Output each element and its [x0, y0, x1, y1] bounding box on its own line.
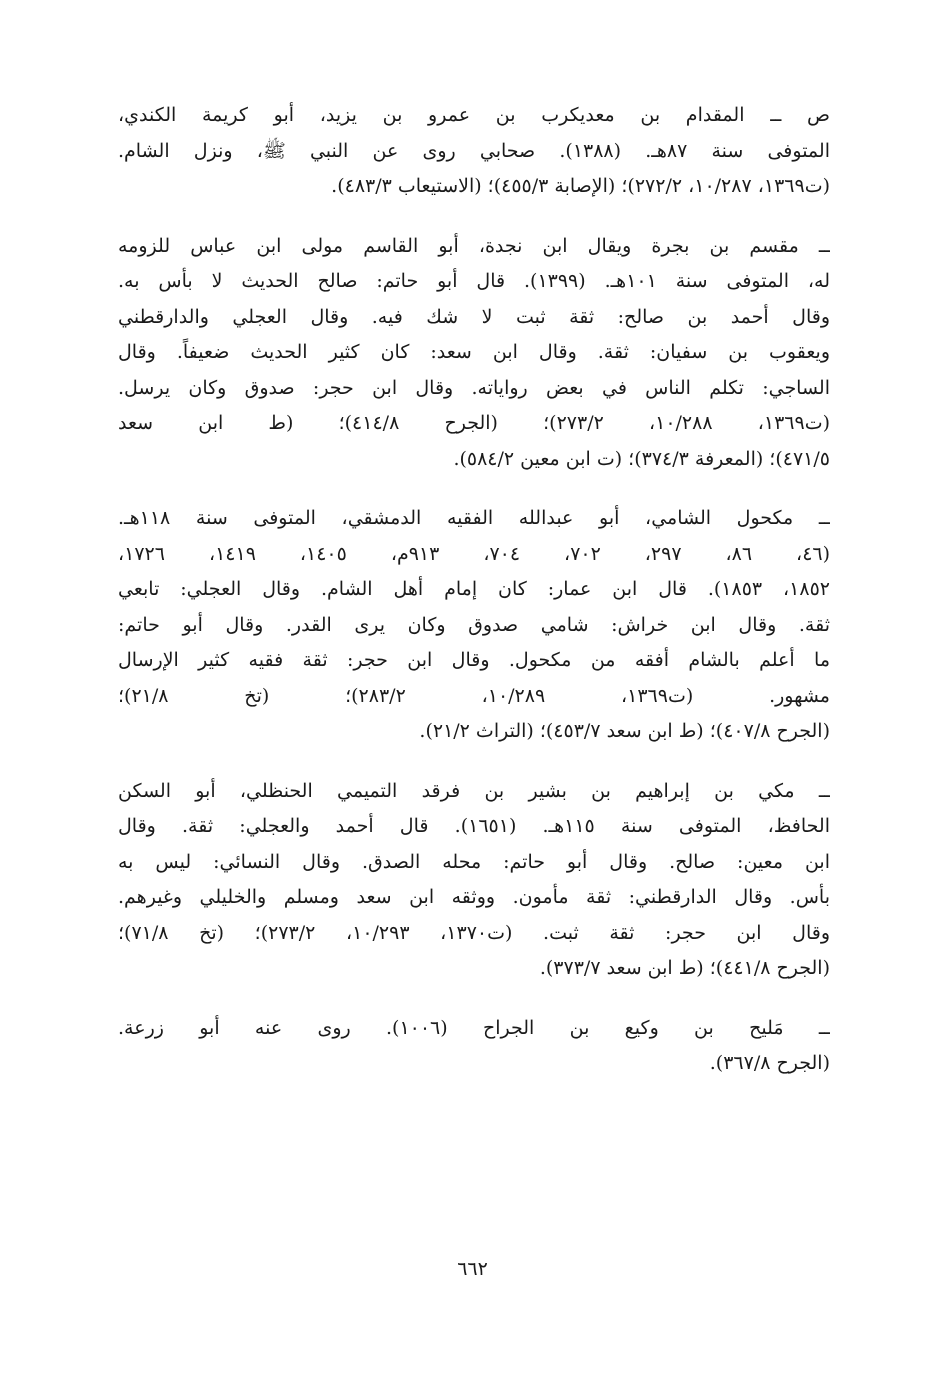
page-body — [118, 98, 830, 1106]
text-line: المتوفى سنة ٨٧هـ. (١٣٨٨). صحابي روى عن النبي ﷺ، ونزل الشام. — [118, 139, 830, 162]
text-line: الحافظ، المتوفى سنة ١١٥هـ. (١٦٥١). قال أحمد والعجلي: ثقة. وقال — [118, 815, 830, 837]
text-line: ويعقوب بن سفيان: ثقة. وقال ابن سعد: كان كثير الحديث ضعيفاً. وقال — [118, 341, 830, 363]
entry-malih — [118, 1011, 830, 1082]
text-line: ما أعلم بالشام أفقه من مكحول. وقال ابن حجر: ثقة فقيه كثير الإرسال — [118, 649, 830, 671]
text-line: ــ مكحول الشامي، أبو عبدالله الفقيه الدمشقي، المتوفى سنة ١١٨هـ. — [118, 507, 830, 529]
text-line: (الجرح ٤٠٧/٨)؛ (ط ابن سعد ٤٥٣/٧)؛ (التراث ٢١/٢). — [419, 720, 830, 742]
text-line: وقال أحمد بن صالح: ثقة ثبت لا شك فيه. وقال العجلي والدارقطني — [118, 305, 830, 328]
text-line: ــ مَليح بن وكيع بن الجراح (١٠٠٦). روى عنه أبو زرعة. — [118, 1016, 830, 1039]
text-line: ابن معين: صالح. وقال أبو حاتم: محله الصدق. وقال النسائي: ليس به — [118, 850, 830, 873]
text-line: (الجرح ٤٤١/٨)؛ (ط ابن سعد ٣٧٣/٧). — [539, 957, 830, 979]
text-line: ثقة. وقال ابن خراش: شامي صدوق وكان يرى القدر. وقال أبو حاتم: — [118, 613, 830, 636]
entry-miqdam — [118, 98, 830, 205]
text-line: ــ مكي بن إبراهيم بن بشير بن فرقد التميمي الحنظلي، أبو السكن — [118, 779, 830, 802]
entry-miqsam — [118, 229, 830, 478]
text-line: (ت١٣٦٩، ١٠/٢٨٧، ٢٧٢/٢)؛ (الإصابة ٤٥٥/٣)؛ (الاستيعاب ٤٨٣/٣). — [331, 175, 830, 197]
text-line: مشهور. (ت١٣٦٩، ١٠/٢٨٩، ٢٨٣/٢)؛ (تخ ٢١/٨)؛ — [118, 684, 830, 707]
text-line: بأس. وقال الدارقطني: ثقة مأمون. ووثقه ابن سعد ومسلم والخليلي وغيرهم. — [118, 886, 830, 908]
text-line: ــ مقسم بن بجرة ويقال ابن نجدة، أبو القاسم مولى ابن عباس للزومه — [118, 234, 830, 257]
text-line: ١٨٥٢، ١٨٥٣). قال ابن عمار: كان إمام أهل الشام. وقال العجلي: تابعي — [118, 578, 830, 600]
text-line: (ت١٣٦٩، ١٠/٢٨٨، ٢٧٣/٢)؛ (الجرح ٤١٤/٨)؛ (ط ابن سعد — [118, 412, 830, 434]
text-line: ص ــ المقدام بن معديكرب بن عمرو بن يزيد، أبو كريمة الكندي، — [118, 104, 830, 126]
text-line: الساجي: تكلم الناس في بعض رواياته. وقال ابن حجر: صدوق وكان يرسل. — [118, 376, 830, 399]
text-line: ٤٧١/٥)؛ (المعرفة ٣٧٤/٣)؛ (ت ابن معين ٥٨٤/٢). — [453, 447, 830, 470]
text-line: له، المتوفى سنة ١٠١هـ. (١٣٩٩). قال أبو حاتم: صالح الحديث لا بأس به. — [118, 270, 830, 292]
entry-makki — [118, 774, 830, 987]
text-line: (٤٦، ٨٦، ٢٩٧، ٧٠٢، ٧٠٤، ٩١٣م، ١٤٠٥، ١٤١٩، ١٧٢٦، — [118, 542, 830, 565]
page-number: ٦٦٢ — [457, 1258, 488, 1280]
text-line: (الجرح ٣٦٧/٨). — [709, 1052, 830, 1074]
entry-makhul — [118, 501, 830, 750]
text-line: وقال ابن حجر: ثقة ثبت. (ت١٣٧٠، ١٠/٢٩٣، ٢٧٣/٢)؛ (تخ ٧١/٨)؛ — [118, 921, 830, 944]
